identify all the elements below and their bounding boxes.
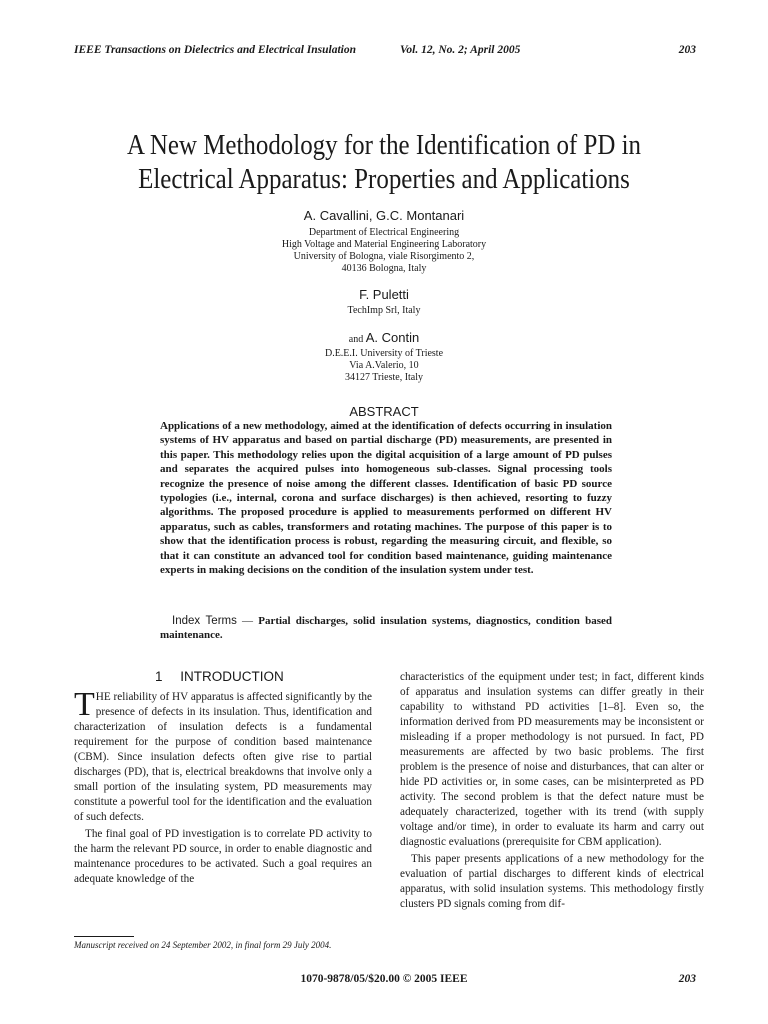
affiliation-line: Via A.Valerio, 10 xyxy=(349,360,419,371)
author-affiliation xyxy=(0,305,768,317)
section-heading xyxy=(155,669,284,684)
right-column xyxy=(400,670,704,912)
affiliation-line: Department of Electrical Engineering xyxy=(308,227,460,238)
index-terms-label: Index Terms xyxy=(172,615,237,627)
index-terms-dash: — xyxy=(242,615,254,627)
paragraph: characteristics of the equipment under test; in fact, different kinds of apparatus and insulation systems can differ greatly in their capability to withstand PD activities [1–8]. Even so, the information derived from PD measurements may be inconsistent or misleading if a proper methodology is not pursued. In fact, PD measurements are affected by two basic problems. The first problem is the presence of noise and disturbances, that can alter or hide PD activities or, in some cases, can be misinterpreted as PD activity. The second problem is that the defect nature must be adequately characterized, together with its trend (with supply voltage and/or time), in order to evaluate its harm and carry out diagnostic evaluations (prerequisite for CBM application). xyxy=(400,671,704,848)
author-affiliation xyxy=(0,348,768,384)
paragraph xyxy=(74,686,372,825)
affiliation-line: High Voltage and Material Engineering Laboratory xyxy=(281,239,487,250)
footer-page-number: 203 xyxy=(678,973,696,985)
title-line-2: Electrical Apparatus: Properties and Applications xyxy=(138,163,630,195)
author-block-2 xyxy=(0,287,768,317)
footnote-rule xyxy=(74,936,134,937)
footnote: Manuscript received on 24 September 2002, in final form 29 July 2004. xyxy=(74,940,332,950)
section-title: INTRODUCTION xyxy=(180,669,284,684)
drop-cap: T xyxy=(74,686,95,723)
author-prefix: and xyxy=(348,334,364,345)
volume-info: Vol. 12, No. 2; April 2005 xyxy=(400,44,521,56)
author-names: A. Cavallini, G.C. Montanari xyxy=(303,208,465,223)
section-number: 1 xyxy=(155,669,163,684)
abstract-text: Applications of a new methodology, aimed at the identification of defects occurring in insulation systems of HV apparatus and based on partial discharge (PD) measurements, are presented in this paper. This methodology relies upon the digital acquisition of a large amount of PD pulses and separates the acquired pulses into homogeneous sub-classes. Signal processing tools recognize the presence of noise among the different classes. Identification of basic PD source typologies (i.e., internal, corona and surface discharges) is then achieved, resorting to fuzzy algorithms. The proposed procedure is applied to measurements performed on different HV apparatus, such as cables, transformers and rotating machines. The purpose of this paper is to show that the identification process is robust, regarding the measuring circuit, and flexible, so that it can constitute an advanced tool for condition based maintenance, guiding maintenance experts in making decisions on the condition of the insulation system under test. xyxy=(160,420,612,577)
author-names: A. Contin xyxy=(365,330,420,345)
header-page-number: 203 xyxy=(678,44,696,56)
author-affiliation xyxy=(0,227,768,275)
affiliation-line: 40136 Bologna, Italy xyxy=(341,263,427,274)
affiliation-line: D.E.E.I. University of Trieste xyxy=(324,348,444,359)
affiliation-line: TechImp Srl, Italy xyxy=(347,305,421,316)
author-block-3 xyxy=(0,330,768,384)
left-column xyxy=(74,686,372,887)
abstract-heading: ABSTRACT xyxy=(349,404,419,419)
running-header xyxy=(74,44,696,56)
copyright-line: 1070-9878/05/$20.00 © 2005 IEEE xyxy=(300,973,468,985)
author-line xyxy=(0,330,768,345)
affiliation-line: University of Bologna, viale Risorgimento 2, xyxy=(293,251,475,262)
author-block-1 xyxy=(0,208,768,275)
author-names: F. Puletti xyxy=(359,287,409,302)
affiliation-line: 34127 Trieste, Italy xyxy=(344,372,424,383)
paragraph-text: HE reliability of HV apparatus is affected significantly by the presence of defects in its insulation. Thus, identification and characterization of insulation defects is a fundamental requirement for the purpose of condition based maintenance (CBM). Since insulation defects often give rise to partial discharges (PD), that is, electrical breakdowns that involve only a small portion of the insulating system, PD measurements may constitute a powerful tool for the identification and the evaluation of such defects. xyxy=(74,691,372,823)
paragraph: This paper presents applications of a new methodology for the evaluation of partial discharges to different kinds of electrical apparatus, with solid insulation systems. This methodology firstly clusters PD signals coming from dif- xyxy=(400,853,704,910)
paper-title xyxy=(54,128,714,196)
journal-name: IEEE Transactions on Dielectrics and Electrical Insulation xyxy=(74,44,357,56)
index-terms-text: Partial discharges, solid insulation systems, diagnostics, condition based maintenance. xyxy=(160,615,612,641)
paragraph: The final goal of PD investigation is to correlate PD activity to the harm the relevant PD source, in order to enable diagnostic and maintenance procedures to be activated. Such a goal requires an adequate knowledge of the xyxy=(74,828,372,885)
index-terms xyxy=(160,614,612,642)
title-line-1: A New Methodology for the Identification of PD in xyxy=(127,129,641,161)
